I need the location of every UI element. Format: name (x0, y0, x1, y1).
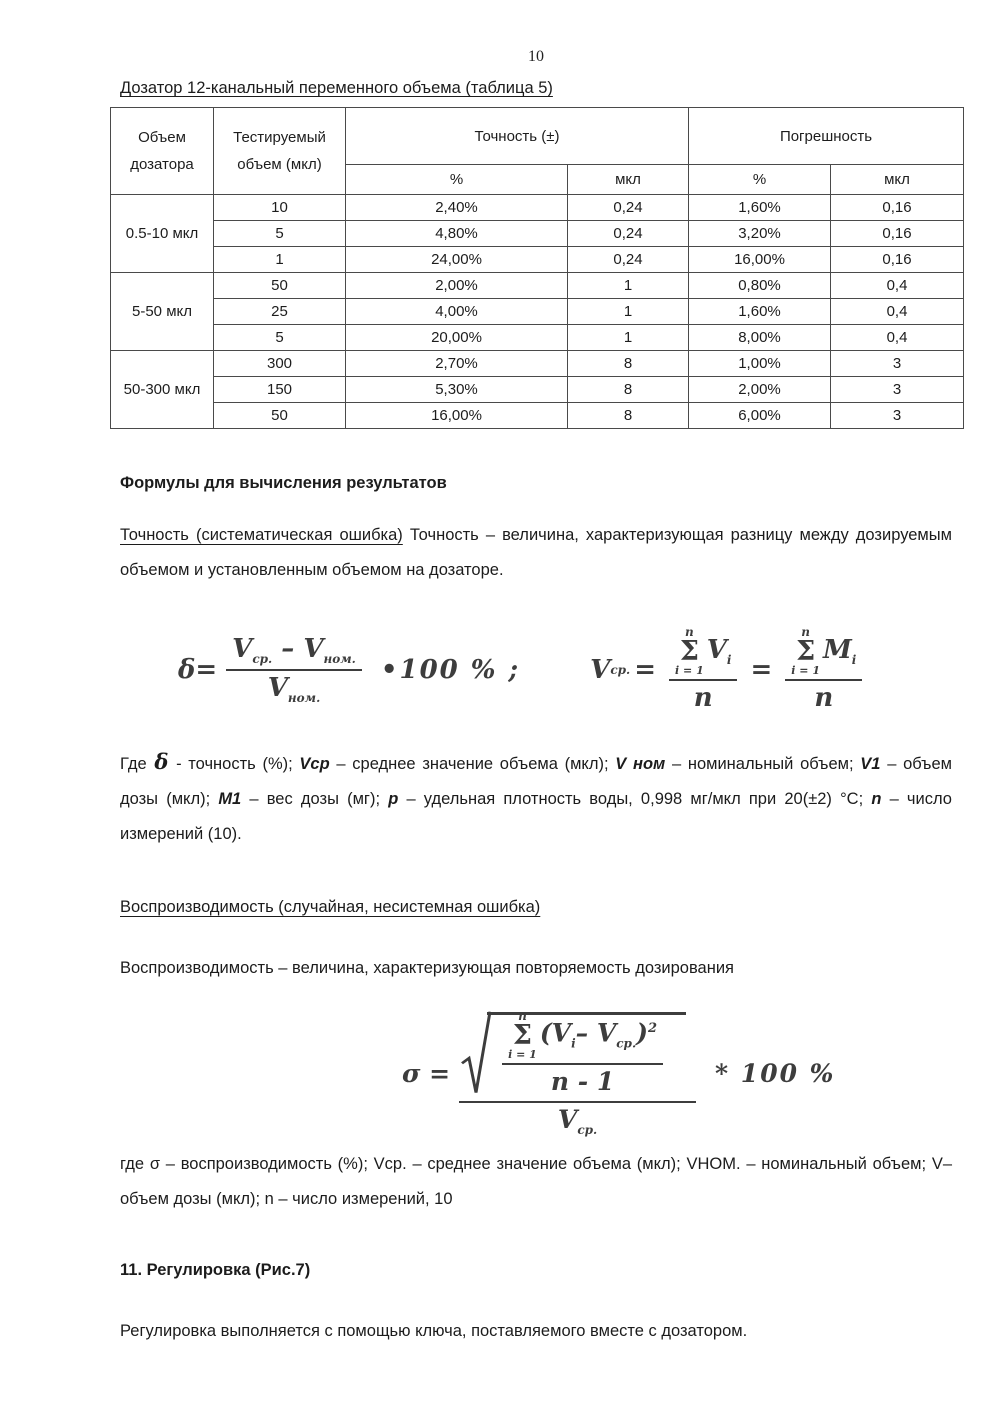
formula-superscript: 2 (647, 1021, 658, 1037)
fraction (502, 1010, 663, 1096)
formula-token: V (596, 1018, 617, 1048)
formula-subscript: i (726, 653, 732, 668)
reproducibility-legend: где σ – воспроизводимость (%); Vср. – среднее значение объема (мкл); VHOM. – номинальный объем; V– объем дозы (мкл); n – число измерений, 10 (120, 1155, 952, 1208)
table-cell: 2,40% (346, 195, 568, 221)
table-cell: 16,00% (689, 247, 831, 273)
fraction (459, 1010, 696, 1137)
accuracy-formula (178, 626, 952, 713)
formula-subscript: ср. (616, 1036, 637, 1051)
table-row (111, 351, 964, 377)
table-cell: 4,80% (346, 221, 568, 247)
table-header-row (111, 108, 964, 165)
table-cell: 0,24 (568, 221, 689, 247)
table-cell: 1,60% (689, 195, 831, 221)
table-cell: 16,00% (346, 403, 568, 429)
formula-token: V (303, 633, 324, 664)
formula-token: = (750, 654, 773, 685)
section-11-heading: 11. Регулировка (Рис.7) (120, 1261, 311, 1279)
square-root (461, 1010, 686, 1096)
table-cell: 50 (214, 403, 346, 429)
subcol-error-percent: % (689, 165, 831, 195)
table-cell: 8 (568, 377, 689, 403)
formula-token: •100 % ; (380, 654, 521, 685)
adjustment-paragraph: Регулировка выполняется с помощью ключа, поставляемого вместе с дозатором. (120, 1322, 748, 1340)
delta-symbol: δ (154, 749, 169, 774)
formula-subscript: ном. (287, 691, 321, 706)
formula-token: = (634, 654, 657, 685)
table-cell: 2,00% (689, 377, 831, 403)
table-cell: 8 (568, 351, 689, 377)
formula-token: – (575, 1018, 597, 1048)
table-cell: 0,4 (831, 273, 964, 299)
formula-subscript: i (851, 653, 857, 668)
formula-token: * 100 % (715, 1059, 836, 1088)
accuracy-paragraph (120, 518, 952, 588)
formulas-heading: Формулы для вычисления результатов (120, 474, 447, 492)
formula-token: δ= (178, 654, 218, 685)
sum-symbol: n Σ i = 1 (675, 625, 704, 677)
formula-token: n - 1 (550, 1067, 615, 1096)
subcol-accuracy-mkl: мкл (568, 165, 689, 195)
formula-subscript: i (571, 1036, 576, 1051)
table-cell: 1 (568, 325, 689, 351)
table-cell: 0,80% (689, 273, 831, 299)
table-cell: 1 (568, 273, 689, 299)
formula-subscript: ср. (610, 662, 631, 677)
table-cell: 1 (214, 247, 346, 273)
table-cell: 1,60% (689, 299, 831, 325)
table-cell: 8 (568, 403, 689, 429)
reproducibility-paragraph: Воспроизводимость – величина, характеризующая повторяемость дозирования (120, 959, 734, 977)
formula-subscript: ср. (577, 1123, 598, 1137)
table-title: Дозатор 12-канальный переменного объема (таблица 5) (120, 79, 553, 97)
volume-range-cell: 0.5-10 мкл (111, 195, 214, 273)
table-row (111, 273, 964, 299)
sqrt-radical-icon (461, 1010, 491, 1096)
formula-token: σ = (402, 1059, 451, 1088)
formula-token: V (557, 1105, 578, 1134)
table-cell: 20,00% (346, 325, 568, 351)
table-cell: 5 (214, 221, 346, 247)
table-cell: 25 (214, 299, 346, 325)
formula-token: ) (636, 1018, 648, 1048)
table-cell: 3 (831, 403, 964, 429)
table-cell: 50 (214, 273, 346, 299)
accuracy-lead: Точность (систематическая ошибка) (120, 526, 403, 544)
fraction (669, 626, 737, 713)
table-row (111, 403, 964, 429)
table-cell: 3,20% (689, 221, 831, 247)
subcol-accuracy-percent: % (346, 165, 568, 195)
table-row (111, 247, 964, 273)
sum-symbol: n Σ i = 1 (791, 625, 820, 677)
table-cell: 10 (214, 195, 346, 221)
table-cell: 1,00% (689, 351, 831, 377)
table-cell: 8,00% (689, 325, 831, 351)
table-cell: 5,30% (346, 377, 568, 403)
table-cell: 300 (214, 351, 346, 377)
table-cell: 1 (568, 299, 689, 325)
table-cell: 6,00% (689, 403, 831, 429)
col-header-test-volume: Тестируемый объем (мкл) (214, 108, 346, 195)
table-cell: 3 (831, 351, 964, 377)
page-number: 10 (528, 48, 544, 65)
table-cell: 2,70% (346, 351, 568, 377)
table-row (111, 221, 964, 247)
formula-token: V (590, 654, 611, 685)
reproducibility-formula (402, 1010, 952, 1137)
formula-token: V (706, 635, 727, 665)
formula-token: n (814, 683, 834, 713)
table-cell: 4,00% (346, 299, 568, 325)
table-cell: 0,16 (831, 221, 964, 247)
table-cell: 24,00% (346, 247, 568, 273)
reproducibility-heading: Воспроизводимость (случайная, несистемная ошибка) (120, 898, 541, 916)
table-cell: 0,16 (831, 247, 964, 273)
table-row (111, 195, 964, 221)
table-cell: 0,24 (568, 195, 689, 221)
table-cell: 3 (831, 377, 964, 403)
col-header-error: Погрешность (689, 108, 964, 165)
formula-token: – (281, 633, 295, 664)
table-cell: 5 (214, 325, 346, 351)
formula-token: M (823, 635, 852, 665)
accuracy-legend: Где δ - точность (%); Vср – среднее значение объема (мкл); V ном – номинальный объем; V1 – объем дозы (мкл); М1 – вес дозы (мг); p – удельная плотность воды, 0,998 мг/мкл при 20(±2) °C; n – число измерений (10). (120, 749, 952, 843)
volume-range-cell: 50-300 мкл (111, 351, 214, 429)
volume-range-cell: 5-50 мкл (111, 273, 214, 351)
formula-token: V (551, 1018, 572, 1048)
table-cell: 2,00% (346, 273, 568, 299)
subcol-error-mkl: мкл (831, 165, 964, 195)
table-row (111, 299, 964, 325)
sum-symbol: n Σ i = 1 (508, 1009, 537, 1061)
accuracy-text: Точность – величина, характеризующая разницу между дозируемым объемом и установленным объемом на дозаторе. (120, 526, 952, 579)
table-row (111, 325, 964, 351)
formula-token: n (693, 683, 713, 713)
table-cell: 0,4 (831, 325, 964, 351)
table-cell: 0,24 (568, 247, 689, 273)
spec-table (110, 107, 964, 429)
formula-token: ( (539, 1018, 552, 1048)
formula-subscript: ном. (323, 652, 356, 666)
table-cell: 0,16 (831, 195, 964, 221)
col-header-accuracy: Точность (±) (346, 108, 689, 165)
fraction (785, 626, 862, 713)
formula-token: V (232, 633, 253, 664)
table-cell: 150 (214, 377, 346, 403)
table-row (111, 377, 964, 403)
table-cell: 0,4 (831, 299, 964, 325)
fraction (226, 634, 362, 705)
col-header-volume: Объем дозатора (111, 108, 214, 195)
formula-subscript: ср. (252, 652, 273, 666)
formula-token: V (267, 673, 288, 703)
